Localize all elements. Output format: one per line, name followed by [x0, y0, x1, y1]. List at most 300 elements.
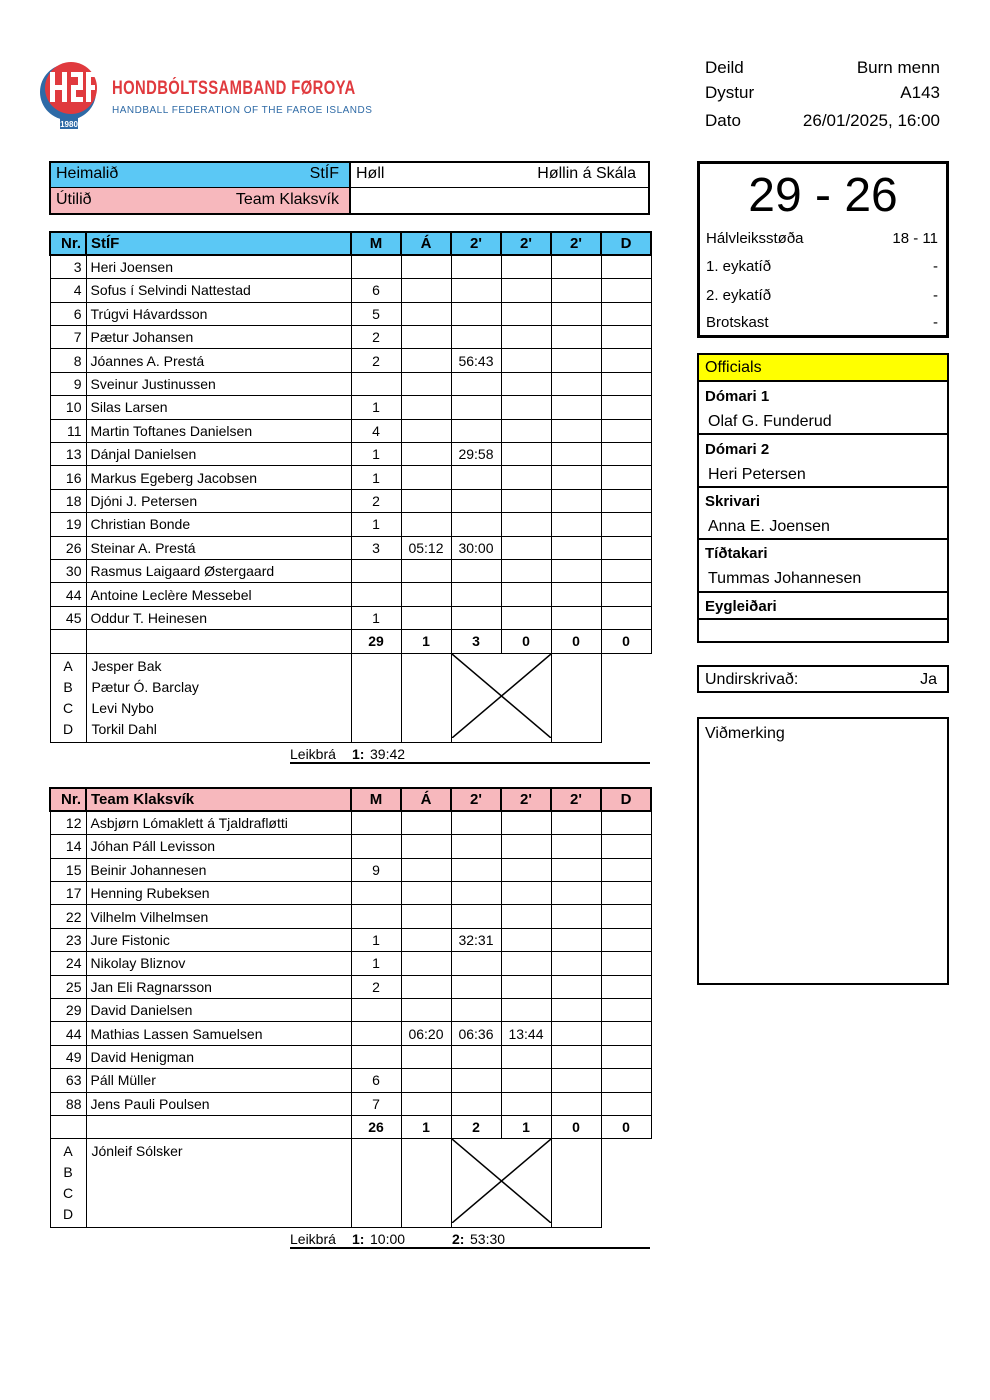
player-stat-d: [601, 489, 651, 512]
player-stat-t2: [501, 326, 551, 349]
dystur-row: [705, 83, 940, 109]
player-stat-t2: [501, 999, 551, 1022]
player-name: Jure Fistonic: [86, 928, 351, 951]
player-stat-m: 2: [351, 326, 401, 349]
staff-cell: [351, 653, 401, 742]
player-row: [50, 858, 651, 881]
official-name: Olaf G. Funderud: [708, 413, 832, 430]
player-stat-d: [601, 1045, 651, 1068]
divider: [699, 486, 947, 488]
player-stat-t1: [451, 835, 501, 858]
col-2min-3-header: 2': [551, 232, 601, 255]
timeout-time: 53:30: [470, 1231, 506, 1247]
player-name: David Danielsen: [86, 999, 351, 1022]
player-stat-d: [601, 858, 651, 881]
player-stat-t3: [551, 1045, 601, 1068]
halftime-row: [706, 230, 938, 256]
player-stat-d: [601, 905, 651, 928]
player-stat-d: [601, 466, 651, 489]
staff-letters: [50, 1139, 86, 1228]
total-m: 29: [351, 630, 401, 653]
player-stat-d: [601, 1092, 651, 1115]
official-role: Dómari 1: [705, 388, 770, 405]
player-name: Asbjørn Lómaklett á Tjaldrafløtti: [86, 811, 351, 834]
player-stat-t3: [551, 905, 601, 928]
player-stat-m: 4: [351, 419, 401, 442]
player-row: [50, 255, 651, 278]
official-role: Tíðtakari: [705, 545, 768, 562]
col-a-header: Á: [401, 788, 451, 811]
score-row-value: 18 - 11: [892, 230, 938, 247]
home-team-row: [51, 163, 351, 188]
away-team-header: Team Klaksvík: [86, 788, 351, 811]
player-stat-t3: [551, 1022, 601, 1045]
staff-row: [50, 653, 651, 742]
player-stat-m: 2: [351, 349, 401, 372]
player-stat-t2: [501, 975, 551, 998]
player-name: Henning Rubeksen: [86, 882, 351, 905]
player-stat-t3: [551, 999, 601, 1022]
home-timeout-line: [290, 744, 650, 764]
player-stat-m: [351, 882, 401, 905]
player-number: 10: [50, 396, 86, 419]
staff-name: Torkil Dahl: [91, 720, 157, 737]
player-row: [50, 1022, 651, 1045]
home-team-name: StÍF: [309, 165, 339, 182]
player-stat-t3: [551, 279, 601, 302]
dato-value: 26/01/2025, 16:00: [802, 111, 940, 130]
player-number: 12: [50, 811, 86, 834]
player-stat-d: [601, 975, 651, 998]
player-stat-d: [601, 443, 651, 466]
player-stat-d: [601, 255, 651, 278]
player-stat-t3: [551, 975, 601, 998]
player-row: [50, 302, 651, 325]
player-stat-t1: [451, 882, 501, 905]
player-name: Nikolay Bliznov: [86, 952, 351, 975]
hsf-emblem-icon: [38, 58, 102, 133]
player-stat-t2: [501, 606, 551, 629]
player-number: 9: [50, 372, 86, 395]
player-stat-a: [401, 513, 451, 536]
player-stat-t1: [451, 975, 501, 998]
player-number: 13: [50, 443, 86, 466]
staff-cell: [551, 1139, 601, 1228]
player-name: Mathias Lassen Samuelsen: [86, 1022, 351, 1045]
signed-box: [697, 665, 949, 693]
score-row-value: -: [933, 314, 938, 331]
federation-logo: [38, 58, 373, 133]
player-name: Sveinur Justinussen: [86, 372, 351, 395]
staff-name: [92, 1162, 346, 1183]
staff-name: Levi Nybo: [91, 699, 154, 716]
timeout-number: 1:: [352, 746, 365, 762]
player-row: [50, 536, 651, 559]
player-stat-m: 1: [351, 952, 401, 975]
player-stat-t3: [551, 811, 601, 834]
staff-letter: D: [62, 720, 74, 737]
player-stat-t2: [501, 1069, 551, 1092]
player-stat-m: [351, 811, 401, 834]
player-name: Jan Eli Ragnarsson: [86, 975, 351, 998]
player-row: [50, 905, 651, 928]
score-row-label: 2. eykatíð: [706, 287, 772, 304]
player-stat-a: [401, 302, 451, 325]
player-stat-m: 7: [351, 1092, 401, 1115]
player-stat-m: 1: [351, 606, 401, 629]
player-name: Markus Egeberg Jacobsen: [86, 466, 351, 489]
col-d-header: D: [601, 788, 651, 811]
player-stat-a: [401, 443, 451, 466]
away-label: Útilið: [56, 191, 92, 208]
player-row: [50, 583, 651, 606]
staff-name: [92, 1204, 346, 1225]
hall-label: Høll: [356, 165, 385, 182]
overtime-2-row: [706, 287, 938, 313]
player-stat-t1: [451, 279, 501, 302]
player-row: [50, 1045, 651, 1068]
crossed-cell: [451, 1139, 551, 1228]
staff-letter: C: [62, 1185, 74, 1202]
staff-names: [86, 653, 351, 742]
player-stat-a: [401, 811, 451, 834]
player-stat-t1: [451, 326, 501, 349]
player-stat-t3: [551, 882, 601, 905]
total-a: 1: [401, 1115, 451, 1138]
player-stat-t1: [451, 1092, 501, 1115]
col-m-header: M: [351, 232, 401, 255]
timeout-label: Leikbrá: [290, 746, 336, 762]
staff-name: Jónleif Sólsker: [91, 1143, 183, 1160]
player-row: [50, 975, 651, 998]
player-stat-t3: [551, 835, 601, 858]
player-row: [50, 489, 651, 512]
player-stat-t2: [501, 536, 551, 559]
staff-cell: [551, 653, 601, 742]
player-stat-t1: [451, 489, 501, 512]
player-stat-a: [401, 1092, 451, 1115]
player-row: [50, 349, 651, 372]
player-stat-a: 06:20: [401, 1022, 451, 1045]
timeout-number: 2:: [452, 1231, 465, 1247]
player-stat-m: 1: [351, 466, 401, 489]
total-d: 0: [601, 630, 651, 653]
player-row: [50, 466, 651, 489]
player-stat-a: [401, 858, 451, 881]
player-stat-d: [601, 536, 651, 559]
score-row-label: Brotskast: [706, 314, 769, 331]
player-stat-a: [401, 489, 451, 512]
divider: [699, 538, 947, 540]
player-stat-t1: [451, 396, 501, 419]
away-team-name: Team Klaksvík: [235, 191, 339, 208]
player-stat-m: [351, 835, 401, 858]
home-label: Heimalið: [56, 165, 119, 182]
player-stat-t2: [501, 1045, 551, 1068]
player-stat-t1: [451, 419, 501, 442]
player-stat-m: 2: [351, 975, 401, 998]
player-row: [50, 279, 651, 302]
player-stat-m: [351, 583, 401, 606]
player-stat-a: [401, 396, 451, 419]
score-row-value: -: [933, 287, 938, 304]
col-d-header: D: [601, 232, 651, 255]
player-number: 15: [50, 858, 86, 881]
player-stat-t1: [451, 302, 501, 325]
player-name: Trúgvi Hávardsson: [86, 302, 351, 325]
player-stat-t1: [451, 905, 501, 928]
staff-letters: [50, 653, 86, 742]
player-number: 8: [50, 349, 86, 372]
player-stat-t3: [551, 583, 601, 606]
player-stat-m: 9: [351, 858, 401, 881]
total-t1: 3: [451, 630, 501, 653]
player-stat-a: [401, 606, 451, 629]
player-number: 17: [50, 882, 86, 905]
dystur-label: Dystur: [705, 83, 755, 102]
player-stat-d: [601, 372, 651, 395]
staff-row: [50, 1139, 651, 1228]
player-stat-d: [601, 952, 651, 975]
player-stat-t1: [451, 583, 501, 606]
player-stat-t2: [501, 858, 551, 881]
final-score: 29 - 26: [748, 169, 898, 222]
col-m-header: M: [351, 788, 401, 811]
player-stat-a: [401, 1069, 451, 1092]
player-stat-t3: [551, 326, 601, 349]
player-name: Heri Joensen: [86, 255, 351, 278]
player-stat-d: [601, 302, 651, 325]
remarks-box: [697, 717, 949, 985]
player-stat-t1: [451, 513, 501, 536]
player-name: Rasmus Laigaard Østergaard: [86, 559, 351, 582]
officials-box: [697, 353, 949, 643]
cross-icon: [452, 654, 551, 738]
player-stat-t1: [451, 606, 501, 629]
player-number: 25: [50, 975, 86, 998]
player-stat-t2: [501, 1092, 551, 1115]
player-stat-a: 05:12: [401, 536, 451, 559]
staff-name: Jesper Bak: [91, 657, 162, 674]
col-a-header: Á: [401, 232, 451, 255]
staff-letter: C: [62, 699, 74, 716]
player-number: 11: [50, 419, 86, 442]
player-stat-a: [401, 326, 451, 349]
player-stat-t2: [501, 419, 551, 442]
player-stat-t3: [551, 255, 601, 278]
player-row: [50, 443, 651, 466]
player-stat-a: [401, 349, 451, 372]
player-stat-t2: [501, 302, 551, 325]
player-stat-t1: [451, 811, 501, 834]
totals-spacer: [86, 630, 351, 653]
player-row: [50, 326, 651, 349]
staff-letter: B: [63, 678, 73, 695]
player-stat-m: 1: [351, 443, 401, 466]
player-stat-t1: [451, 255, 501, 278]
player-stat-t3: [551, 1092, 601, 1115]
officials-title: Officials: [699, 355, 947, 382]
player-row: [50, 372, 651, 395]
staff-names: [86, 1139, 351, 1228]
player-stat-m: 1: [351, 928, 401, 951]
player-row: [50, 606, 651, 629]
player-stat-t2: [501, 513, 551, 536]
player-number: 26: [50, 536, 86, 559]
player-row: [50, 952, 651, 975]
official-name: Tummas Johannesen: [708, 570, 862, 587]
player-name: David Henigman: [86, 1045, 351, 1068]
player-stat-t2: [501, 583, 551, 606]
col-2min-2-header: 2': [501, 232, 551, 255]
player-stat-m: 1: [351, 396, 401, 419]
player-stat-t3: [551, 443, 601, 466]
player-stat-d: [601, 606, 651, 629]
player-stat-d: [601, 279, 651, 302]
player-stat-t2: [501, 279, 551, 302]
player-stat-t3: [551, 419, 601, 442]
player-stat-t1: [451, 1045, 501, 1068]
player-stat-t1: [451, 466, 501, 489]
player-stat-m: 6: [351, 279, 401, 302]
total-a: 1: [401, 630, 451, 653]
player-name: Oddur T. Heinesen: [86, 606, 351, 629]
staff-letter: A: [63, 1143, 73, 1160]
player-stat-t2: [501, 882, 551, 905]
total-t3: 0: [551, 630, 601, 653]
deild-row: [705, 58, 940, 84]
player-stat-m: 1: [351, 513, 401, 536]
player-stat-a: [401, 255, 451, 278]
player-stat-t1: 30:00: [451, 536, 501, 559]
dystur-value: A143: [900, 83, 940, 102]
player-number: 45: [50, 606, 86, 629]
staff-letter: A: [63, 657, 73, 674]
player-number: 14: [50, 835, 86, 858]
nr-header: Nr.: [50, 232, 86, 255]
signed-label: Undirskrivað:: [705, 671, 799, 688]
cross-icon: [452, 1139, 551, 1223]
player-stat-t3: [551, 489, 601, 512]
staff-cell: [401, 1139, 451, 1228]
player-row: [50, 999, 651, 1022]
player-stat-m: [351, 1022, 401, 1045]
logo-year: 1980: [60, 120, 78, 129]
official-role: Dómari 2: [705, 441, 770, 458]
player-stat-m: [351, 1045, 401, 1068]
player-stat-t2: 13:44: [501, 1022, 551, 1045]
player-stat-d: [601, 999, 651, 1022]
remarks-label: Viðmerking: [705, 725, 785, 742]
col-2min-1-header: 2': [451, 788, 501, 811]
player-stat-t1: [451, 858, 501, 881]
totals-spacer: [50, 630, 86, 653]
player-stat-a: [401, 583, 451, 606]
home-table-header: [50, 232, 651, 255]
player-number: 44: [50, 1022, 86, 1045]
away-player-table: [49, 787, 652, 1228]
player-stat-t2: [501, 928, 551, 951]
player-stat-d: [601, 349, 651, 372]
player-number: 30: [50, 559, 86, 582]
player-name: Vilhelm Vilhelmsen: [86, 905, 351, 928]
player-stat-a: [401, 559, 451, 582]
player-stat-t1: 06:36: [451, 1022, 501, 1045]
player-stat-m: 2: [351, 489, 401, 512]
total-t3: 0: [551, 1115, 601, 1138]
official-name: Heri Petersen: [708, 466, 806, 483]
player-row: [50, 419, 651, 442]
player-stat-t3: [551, 536, 601, 559]
player-number: 88: [50, 1092, 86, 1115]
player-stat-t2: [501, 372, 551, 395]
player-name: Páll Müller: [86, 1069, 351, 1092]
timeout-time: 10:00: [370, 1231, 406, 1247]
hall-value: Høllin á Skála: [537, 165, 636, 182]
total-t2: 0: [501, 630, 551, 653]
player-stat-m: 5: [351, 302, 401, 325]
player-stat-m: 6: [351, 1069, 401, 1092]
player-stat-a: [401, 952, 451, 975]
hall-row: [351, 163, 648, 188]
away-timeout-line: [290, 1229, 650, 1249]
totals-spacer: [50, 1115, 86, 1138]
player-row: [50, 559, 651, 582]
player-stat-t2: [501, 952, 551, 975]
total-m: 26: [351, 1115, 401, 1138]
staff-name: Pætur Ó. Barclay: [91, 678, 199, 695]
player-stat-a: [401, 279, 451, 302]
player-stat-m: 3: [351, 536, 401, 559]
player-name: Christian Bonde: [86, 513, 351, 536]
total-d: 0: [601, 1115, 651, 1138]
player-stat-t1: 29:58: [451, 443, 501, 466]
timeout-number: 1:: [352, 1231, 365, 1247]
player-stat-a: [401, 466, 451, 489]
player-number: 19: [50, 513, 86, 536]
crossed-cell: [451, 653, 551, 742]
divider: [699, 433, 947, 435]
player-name: Antoine Leclère Messebel: [86, 583, 351, 606]
player-stat-t3: [551, 302, 601, 325]
player-number: 44: [50, 583, 86, 606]
player-stat-t3: [551, 1069, 601, 1092]
totals-row: [50, 630, 651, 653]
col-2min-2-header: 2': [501, 788, 551, 811]
total-t1: 2: [451, 1115, 501, 1138]
player-name: Jens Pauli Poulsen: [86, 1092, 351, 1115]
player-row: [50, 928, 651, 951]
player-stat-m: [351, 999, 401, 1022]
player-stat-t1: [451, 372, 501, 395]
player-stat-d: [601, 513, 651, 536]
player-stat-d: [601, 396, 651, 419]
player-stat-d: [601, 326, 651, 349]
player-number: 23: [50, 928, 86, 951]
player-stat-t2: [501, 489, 551, 512]
home-team-header: StÍF: [86, 232, 351, 255]
score-box: [697, 161, 949, 338]
player-stat-a: [401, 999, 451, 1022]
player-stat-d: [601, 928, 651, 951]
official-role: Eygleiðari: [705, 598, 777, 615]
player-number: 22: [50, 905, 86, 928]
player-stat-a: [401, 1045, 451, 1068]
player-name: Pætur Johansen: [86, 326, 351, 349]
player-stat-t3: [551, 396, 601, 419]
player-stat-a: [401, 372, 451, 395]
player-stat-d: [601, 811, 651, 834]
